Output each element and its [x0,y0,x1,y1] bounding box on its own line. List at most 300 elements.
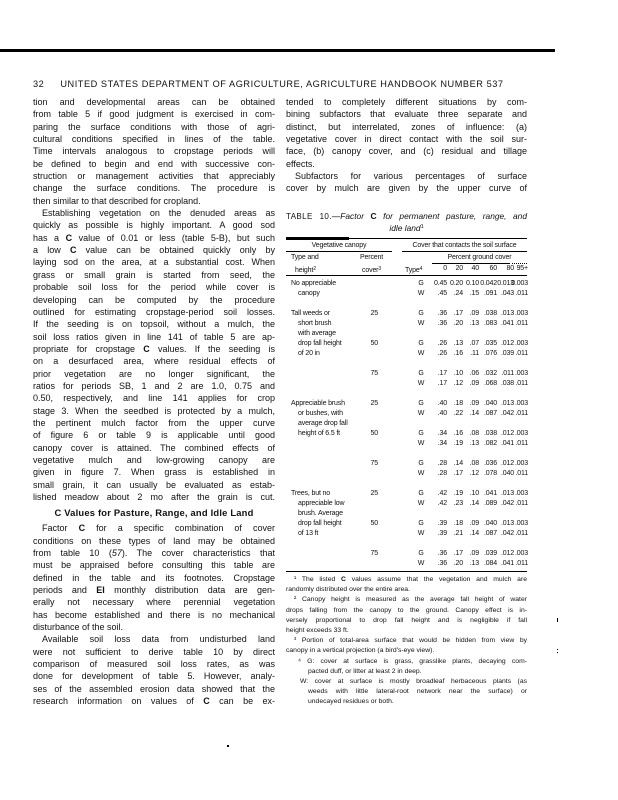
header-rule-left [286,251,392,252]
value-cell-60: .091 [483,290,497,297]
value-cell-20: .12 [453,380,463,387]
table-row [286,519,527,529]
text-line: periods and EI monthly distribution data are gen- [33,585,275,596]
value-cell-95: .011 [515,530,528,537]
text-line: ses of the assembled erosion data showed that the [33,683,275,694]
cover-type-cell: W [417,350,425,357]
table-row [286,549,527,559]
body-text-block-1 [33,96,275,503]
text-line: the pertinent mulch factor from the upper curve [33,417,275,428]
value-cell-40: .09 [469,520,479,527]
value-cell-20: .17 [453,550,463,557]
value-cell-40: 0.10 [465,280,479,287]
footnote-line: versely proportional to drop fall height and is negligible if fall [286,616,527,624]
running-title: UNITED STATES DEPARTMENT OF AGRICULTURE, AGRICULTURE HANDBOOK NUMBER 537 [60,79,504,89]
caption-line-1 [286,211,527,222]
cover-type-cell: W [417,320,425,327]
text-line: canopy cover is attained. The combined effects of [33,442,275,453]
table-footnotes [286,575,527,707]
value-cell-95: .011 [515,410,528,417]
value-cell-0: .40 [437,410,447,417]
value-cell-40: .08 [469,430,479,437]
value-cell-95: .003 [514,490,528,497]
value-cell-20: .19 [453,490,463,497]
cover-type-cell: W [417,470,425,477]
value-cell-95: .003 [514,550,528,557]
canopy-type-cell: average drop fall [298,420,348,427]
text-line: of figure 6 or table 9 is applicable until good [33,430,275,441]
text-line: research information on values of C can be ex- [33,696,275,707]
table-row [286,289,527,299]
footnote-line: ⁴ G: cover at surface is grass, grasslike plants, decaying com- [298,657,527,665]
cover-type-cell: G [418,520,424,527]
cover-type-cell: G [418,550,424,557]
table-row [286,329,527,339]
value-cell-60: .035 [483,340,497,347]
text-line: vegetative mulch and low-growing canopy are [33,454,275,465]
value-cell-0: .26 [437,350,447,357]
text-line: change the surface conditions. The procedure is [33,183,275,194]
header-col-95: 95+ [516,265,528,272]
cover-type-cell: G [418,340,424,347]
value-cell-0: .36 [437,550,447,557]
value-cell-95: .011 [515,380,528,387]
table-row [286,309,527,319]
table-row [286,319,527,329]
value-cell-0: .28 [437,470,447,477]
text-line: tended to completely different situations by com- [286,97,527,107]
value-cell-0: .34 [437,440,447,447]
section-heading: C Values for Pasture, Range, and Idle Land [54,507,254,519]
value-cell-80: .011 [501,370,514,377]
text-line: probable soil loss for the period while cover is [33,282,275,293]
value-cell-80: 0.013 [497,280,514,287]
body-text-block-2 [33,522,275,707]
footnote-line: ² Canopy height is measured as the average fall height of water [294,596,527,604]
scan-mark [557,649,558,650]
value-cell-95: .003 [514,310,528,317]
cover-type-cell: W [417,410,425,417]
value-cell-80: .013 [500,400,514,407]
value-cell-0: .17 [437,370,447,377]
table-bottom-rule [286,571,527,572]
canopy-percent-cell: 75 [370,460,378,467]
text-line: outlined for estimating cropstage-period soil losses. [33,306,275,317]
value-cell-80: .041 [500,440,514,447]
value-cell-40: .14 [469,410,479,417]
footnote-line: randomly distributed over the entire area. [286,586,410,594]
caption-factor: C [370,211,377,221]
text-line: Factor C for a specific combination of cover [42,523,275,534]
text-line: were not sufficient to derive table 10 by direct [33,646,275,657]
value-cell-80: .038 [500,380,514,387]
footnote-line: ¹ The listed C values assume that the vegetation and mulch are [294,576,527,583]
value-cell-20: .23 [453,500,463,507]
value-cell-60: .040 [483,520,497,527]
value-cell-20: .18 [453,400,463,407]
value-cell-40: .07 [469,340,479,347]
caption-title-c: idle land [389,223,421,233]
value-cell-40: .13 [469,560,479,567]
canopy-type-cell: drop fall height [298,340,342,347]
value-cell-60: .039 [483,550,497,557]
value-cell-40: .13 [469,440,479,447]
value-cell-20: .14 [453,460,463,467]
text-line: be defined to begin and end with successive con- [33,158,275,169]
value-cell-20: .19 [453,440,463,447]
caption-title-b: for permanent pasture, range, and [376,211,527,221]
value-cell-0: .17 [437,380,447,387]
text-line: must be appraised before consulting this table are [33,560,275,571]
value-cell-0: .39 [437,530,447,537]
value-cell-95: 0.003 [511,280,528,287]
header-type-label: Type [405,267,420,274]
canopy-type-cell: with average [298,330,336,337]
value-cell-60: .082 [483,440,497,447]
header-col-80: 80 [506,265,514,272]
value-cell-40: .11 [470,350,479,357]
value-cell-20: .24 [453,290,463,297]
text-line: a low C value can be obtained quickly only by [33,245,275,256]
text-line: then similar to that described for cropland. [33,195,201,206]
body-text-block-3 [286,96,527,195]
cover-type-cell: G [418,280,424,287]
cover-type-cell: W [417,560,425,567]
text-line: Establishing vegetation on the denuded areas as [42,208,275,219]
right-column [286,96,527,195]
scan-dot [227,745,229,747]
text-line: grass or small grain is started from seed, the [33,269,275,280]
value-cell-95: .011 [515,320,528,327]
value-cell-80: .013 [500,490,514,497]
header-col-40: 40 [471,265,479,272]
scan-mark [557,652,558,653]
footnote-ref-2: 2 [313,266,316,272]
value-cell-20: .17 [453,310,463,317]
text-line: vegetative cover in direct contact with the soil sur- [286,134,527,145]
value-cell-95: .003 [514,400,528,407]
value-cell-95: .011 [515,440,528,447]
text-line: cover by mulch are given by the upper curve of [286,183,527,194]
cover-type-cell: G [418,400,424,407]
value-cell-95: .003 [514,370,528,377]
value-cell-95: .011 [515,290,528,297]
value-cell-60: .032 [483,370,497,377]
cover-type-cell: W [417,440,425,447]
value-cell-95: .003 [514,520,528,527]
value-cell-95: .003 [514,460,528,467]
cover-type-cell: G [418,460,424,467]
canopy-percent-cell: 50 [370,520,378,527]
footnote-line: W: cover at surface is mostly broadleaf herbaceous plants (as [300,677,527,685]
value-cell-80: .012 [500,340,514,347]
text-line: erally not necessary where perennial vegetation [33,597,275,608]
footnote-line: ³ Portion of total-area surface that would be hidden from view by [294,637,527,645]
value-cell-40: .09 [469,400,479,407]
value-cell-60: .087 [483,410,497,417]
text-line: conditions on these types of land may be obtained [33,535,275,546]
value-cell-0: .26 [437,340,447,347]
left-column [33,96,275,708]
footnote-line: height exceeds 33 ft. [286,626,349,634]
text-line: comparison of measured soil loss rates, as was [33,659,275,670]
text-line: quickly as possible is highly important. A good sod [33,220,275,231]
cover-type-cell: W [417,290,425,297]
value-cell-80: .043 [500,290,514,297]
canopy-percent-cell: 50 [370,340,378,347]
value-cell-95: .011 [515,470,528,477]
header-cover-contacts-soil: Cover that contacts the soil surface [412,242,517,249]
canopy-type-cell: drop fall height [298,520,342,527]
value-cell-0: .42 [437,500,447,507]
value-cell-20: .18 [453,520,463,527]
header-cover-label: cover [362,267,379,274]
cover-type-cell: G [418,490,424,497]
text-line: tion and developmental areas can be obtained [33,97,275,107]
header-height-label: height [295,267,314,274]
header-cover [362,264,381,274]
value-cell-40: .08 [469,460,479,467]
value-cell-20: .16 [453,430,463,437]
value-cell-0: 0.45 [433,280,447,287]
value-cell-40: .09 [469,310,479,317]
text-line: 0.50, respectively, and line 141 applies for crop [33,393,275,404]
value-cell-95: .003 [514,340,528,347]
value-cell-40: .09 [469,380,479,387]
value-cell-80: .041 [500,560,514,567]
header-rule-right [402,251,527,252]
value-cell-80: .013 [500,310,514,317]
value-cell-0: .28 [437,460,447,467]
footnote-line: pacted duff, or litter at least 2 in deep. [308,667,422,675]
top-rule [0,49,555,52]
value-cell-95: .003 [514,430,528,437]
table-row [286,429,527,439]
text-line: prior vegetation are no longer significant, the [33,368,275,379]
table-row [286,559,527,569]
canopy-percent-cell: 25 [370,400,378,407]
text-line: small grain, it can usually be evaluated as estab- [33,479,275,490]
footnote-line: weeds with little lateral-root network near the surface) or [308,688,527,696]
table-row [286,369,527,379]
text-line: done for development of table 5. However, analy- [33,671,275,682]
canopy-type-cell: brush. Average [298,510,343,517]
value-cell-60: .038 [483,430,497,437]
canopy-type-cell: of 20 in [298,350,320,357]
page-number: 32 [33,79,45,89]
text-line: Subfactors for various percentages of surface [295,171,527,182]
canopy-type-cell: appreciable low [298,500,345,507]
footnote-ref-3: 3 [378,266,382,272]
value-cell-60: .083 [483,320,497,327]
table-row [286,459,527,469]
value-cell-80: .012 [500,460,514,467]
canopy-percent-cell: 75 [370,550,378,557]
table-row [286,339,527,349]
header-vegetative-canopy: Vegetative canopy [311,242,367,249]
text-line: developing can be computed by the procedure [33,294,275,305]
text-line: stage 3. When the seedbed is protected by a mulch, [33,405,275,416]
value-cell-20: .20 [453,320,463,327]
value-cell-20: 0.20 [449,280,463,287]
caption-line-2 [286,222,527,233]
value-cell-60: 0.042 [480,280,497,287]
value-cell-80: .042 [500,500,514,507]
value-cell-20: .16 [453,350,463,357]
canopy-type-cell: No appreciable [291,280,336,287]
canopy-type-cell: short brush [298,320,332,327]
canopy-percent-cell: 75 [370,370,378,377]
table-row [286,419,527,429]
value-cell-0: .39 [437,520,447,527]
canopy-percent-cell: 50 [370,430,378,437]
cover-type-cell: W [417,500,425,507]
header-col-0: 0 [443,265,447,272]
factor-c-table [286,238,527,574]
header-col-60: 60 [489,265,497,272]
value-cell-80: .041 [500,320,514,327]
value-cell-40: .14 [469,530,479,537]
canopy-type-cell: or bushes, with [298,410,343,417]
value-cell-40: .14 [469,500,479,507]
value-cell-40: .13 [469,320,479,327]
text-line: laying sod on the area, at a substantial cost. When [33,257,275,268]
table-row [286,399,527,409]
value-cell-80: .013 [500,520,514,527]
table-top-rule-thick [286,237,349,240]
value-cell-0: .36 [437,310,447,317]
canopy-type-cell: Appreciable brush [291,400,345,407]
table-row [286,439,527,449]
value-cell-40: .09 [469,550,479,557]
table-row [286,279,527,289]
text-line: If the seeding is on topsoil, without a mulch, the [33,319,275,330]
text-line: from table 5 if good judgment is exercised in com- [33,109,275,120]
cover-type-cell: W [417,380,425,387]
running-header [33,79,504,90]
value-cell-60: .068 [483,380,497,387]
value-cell-0: .36 [437,320,447,327]
table-row [286,499,527,509]
value-cell-95: .011 [515,560,528,567]
value-cell-0: .42 [437,490,447,497]
value-cell-80: .012 [500,550,514,557]
value-cell-20: .20 [453,560,463,567]
text-line: Time intervals analogous to cropstage periods will [33,146,275,157]
table-label: TABLE 10. [286,212,332,221]
value-cell-40: .06 [469,370,479,377]
canopy-percent-cell: 25 [370,490,378,497]
caption-footnote-ref: 1 [420,224,424,230]
value-cell-95: .011 [515,350,528,357]
value-cell-80: .012 [500,430,514,437]
footnote-line: undecayed residues or both. [308,698,394,706]
text-line: lished meadow about 2 mo after the grain is cut. [33,492,275,502]
text-line: defined in the table and its footnotes. Cropstage [33,572,275,583]
table-body [286,279,527,569]
header-percent: Percent [360,254,384,261]
table-row [286,349,527,359]
table-caption [286,211,527,233]
text-line: distinct, but interrelated, zones of influence: (a) [286,121,527,132]
table-row [286,469,527,479]
footnote-ref-4: 4 [419,266,423,272]
canopy-type-cell: canopy [298,290,320,297]
value-cell-80: .039 [500,350,514,357]
table-row [286,409,527,419]
value-cell-20: .13 [453,340,463,347]
value-cell-40: .12 [469,470,479,477]
table-row [286,529,527,539]
cover-type-cell: G [418,310,424,317]
value-cell-40: .15 [469,290,479,297]
value-cell-0: .36 [437,560,447,567]
value-cell-0: .40 [437,400,447,407]
scan-mark [557,618,558,622]
value-cell-60: .040 [483,400,497,407]
text-line: on a desurfaced area, where residual effects of [33,356,275,367]
value-cell-60: .089 [483,500,497,507]
cover-type-cell: W [417,530,425,537]
value-cell-60: .084 [483,560,497,567]
text-line: soil loss ratios given in line 141 of table 5 are ap- [33,331,275,342]
value-cell-60: .036 [483,460,497,467]
canopy-type-cell: height of 6.5 ft [298,430,340,437]
cover-type-cell: G [418,430,424,437]
value-cell-60: .041 [483,490,497,497]
text-line: has become established and there is no mechanical [33,609,275,620]
text-line: face, (b) canopy cover, and (c) residual and tillage [286,146,527,157]
value-cell-20: .21 [453,530,463,537]
value-cell-40: .10 [469,490,479,497]
header-type-and: Type and [291,254,319,261]
cover-type-cell: G [418,370,424,377]
header-percent-ground-cover: Percent ground cover [447,254,512,261]
text-line: has a C value of 0.01 or less (table 5-B), but such [33,232,275,243]
text-line: effects. [286,158,315,169]
text-line: paring the surface conditions with those of agri- [33,121,275,132]
value-cell-60: .038 [483,310,497,317]
value-cell-20: .10 [453,370,463,377]
value-cell-95: .011 [515,500,528,507]
value-cell-20: .22 [453,410,463,417]
header-col-20: 20 [455,265,463,272]
text-line: cultural conditions specified in lines of the table. [33,134,275,145]
header-bottom-rule [286,275,527,276]
footnote-line: canopy in a vertical projection (a bird's-eye view). [286,647,435,655]
caption-title-a: —Factor [331,211,371,221]
value-cell-20: .17 [453,470,463,477]
table-row [286,379,527,389]
text-line: given in figure 7. When grass is established in [33,467,275,478]
canopy-type-cell: Tall weeds or [291,310,330,317]
value-cell-80: .042 [500,410,514,417]
table-row [286,509,527,519]
text-line: bining subfactors that evaluate three separate and [286,109,527,120]
text-line: ratios for periods SB, 1 and 2 are 1.0, 0.75 and [33,380,275,391]
value-cell-80: .040 [500,470,514,477]
text-line: Available soil loss data from undisturbed land [42,634,275,645]
text-line: disturbance of the soil. [33,622,124,633]
canopy-type-cell: Trees, but no [291,490,331,497]
value-cell-0: .34 [437,430,447,437]
header-type [405,264,422,274]
value-cell-0: .45 [437,290,447,297]
footnote-line: drops falling from the canopy to the ground. Canopy effect is in- [286,606,527,614]
text-line: propriate for cropstage C values. If the seeding is [33,343,275,354]
canopy-percent-cell: 25 [370,310,378,317]
header-height [295,264,316,274]
